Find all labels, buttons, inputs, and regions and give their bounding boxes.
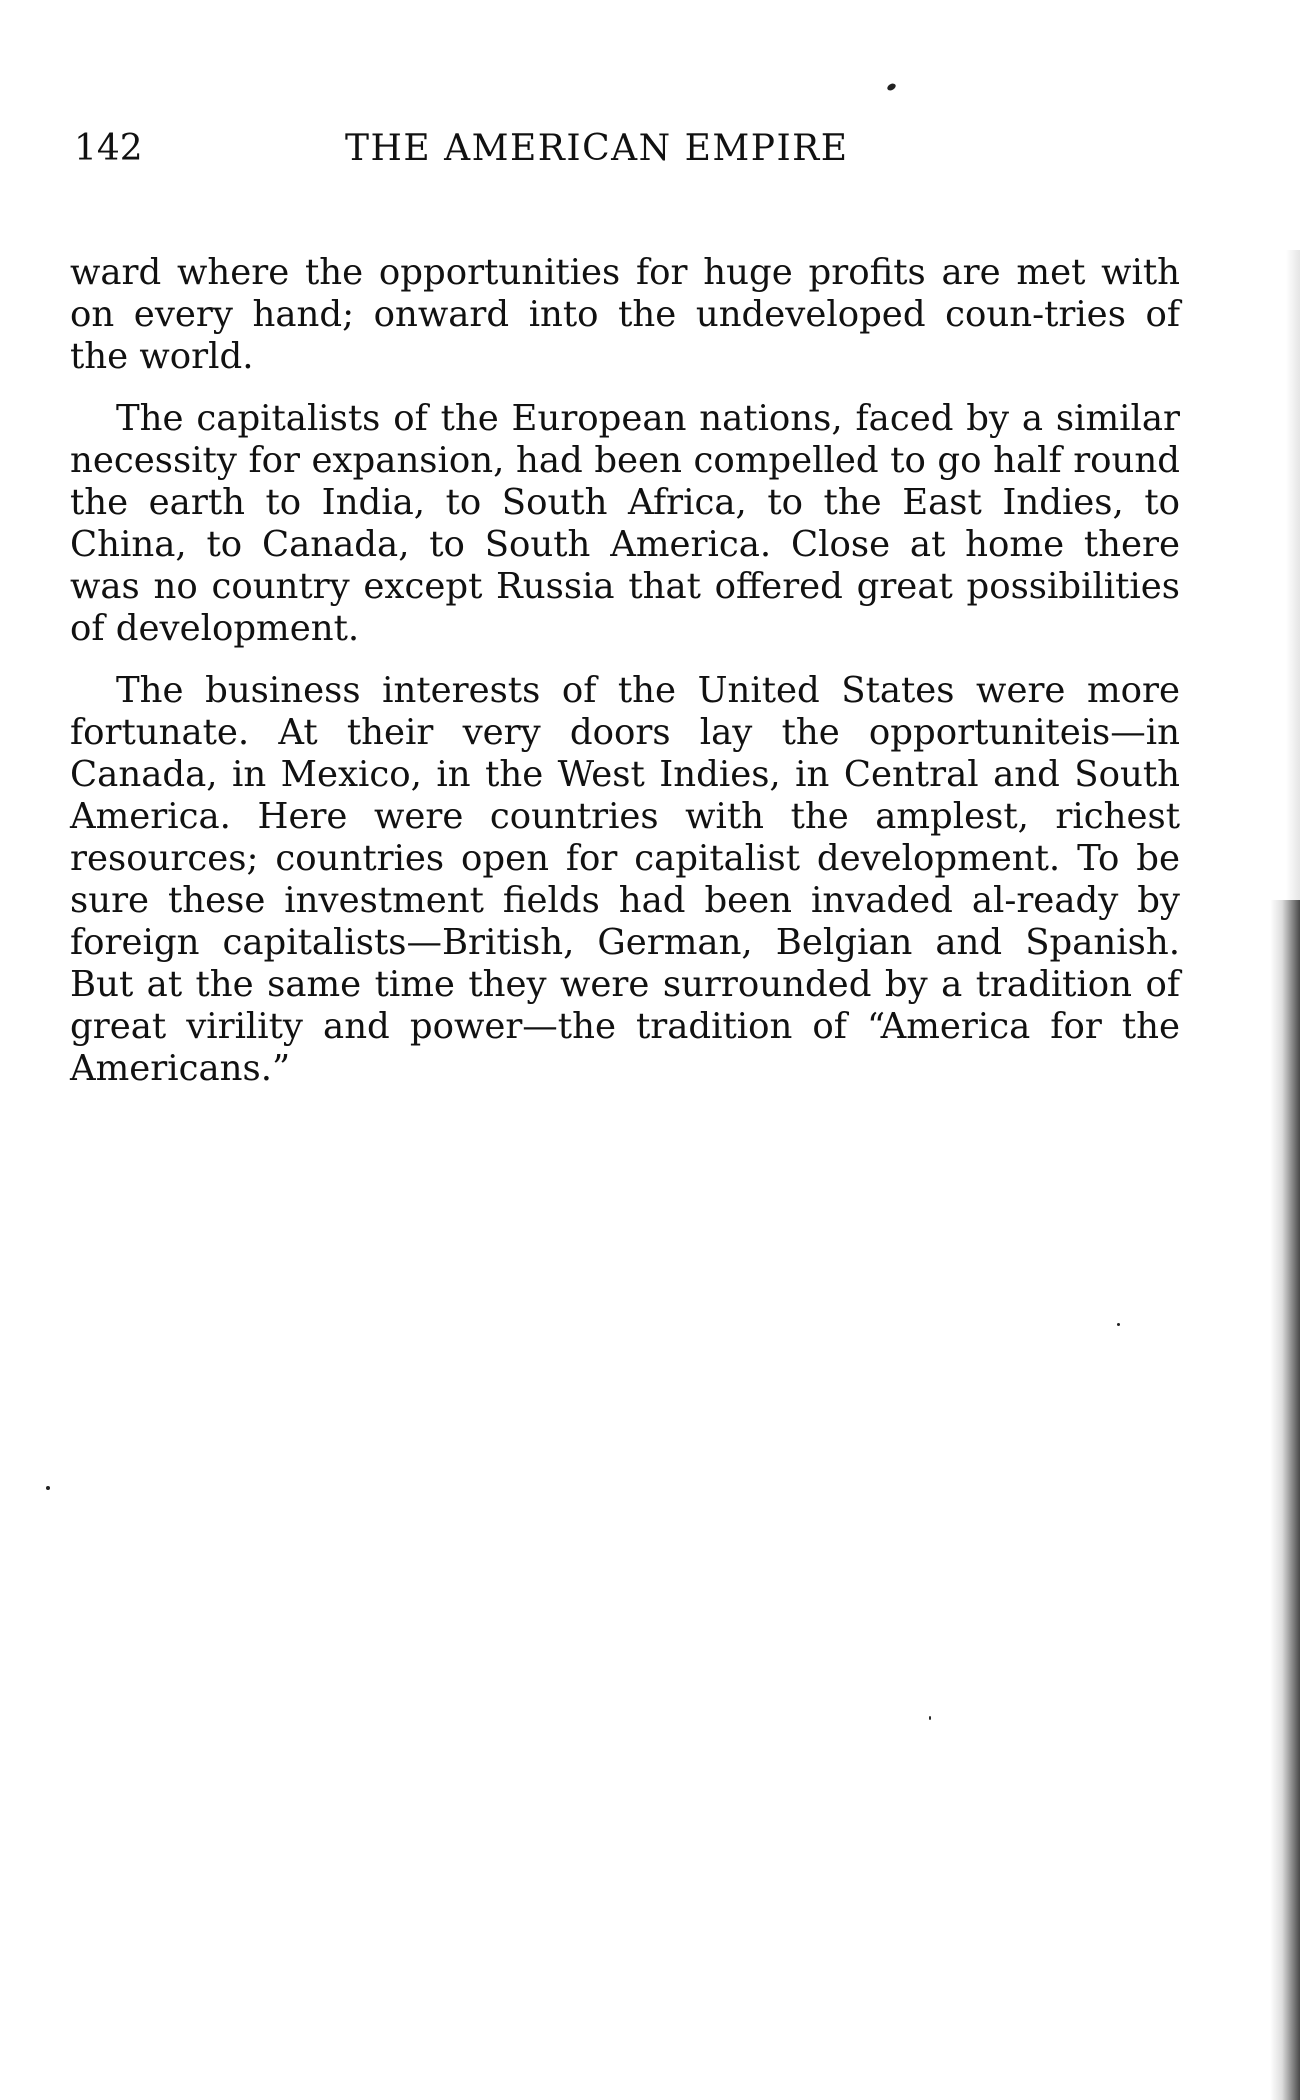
- body-text: [70, 252, 1180, 1110]
- paragraph-united-states-interests: The business interests of the United States were more fortunate. At their very doors lay the opportuniteis—in Canada, in Mexico, in the West Indies, in Central and South America. Here were countries with the amplest, richest resources; countries open for capitalist development. To be sure these investment fields had been invaded al-ready by foreign capitalists—British, German, Belgian and Spanish. But at the same time they were surrounded by a tradition of great virility and power—the tradition of “America for the Americans.”: [70, 670, 1180, 1089]
- scan-speck: [1117, 1323, 1120, 1326]
- scan-speck: [46, 1486, 50, 1490]
- page-number: 142: [74, 128, 143, 169]
- running-head: [70, 124, 1180, 174]
- scan-speck: [929, 1716, 931, 1720]
- page-edge-shadow: [1286, 250, 1300, 900]
- paragraph-european-capitalists: The capitalists of the European nations, faced by a similar necessity for expansion, had been compelled to go half round the earth to India, to South Africa, to the East Indies, to China, to Canada, to South America. Close at home there was no country except Russia that offered great possibilities of development.: [70, 398, 1180, 649]
- page-edge-shadow: [1270, 900, 1300, 2100]
- running-title: THE AMERICAN EMPIRE: [345, 128, 849, 169]
- scan-speck: [886, 82, 897, 92]
- paragraph-continuation: ward where the opportunities for huge profits are met with on every hand; onward into the undeveloped coun-tries of the world.: [70, 252, 1180, 377]
